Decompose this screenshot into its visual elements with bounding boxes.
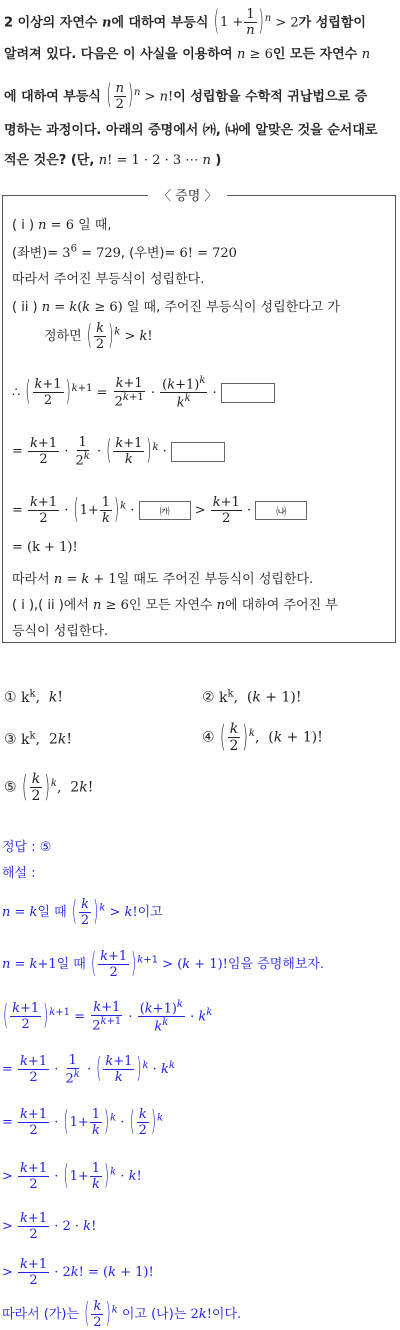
- solution-final: 따라서 (가)는 ( $\frac{k}{2}$ ) $^k$ 이고 (나)는 2k!이다.: [2, 1298, 242, 1330]
- choice-5[interactable]: ⑤ ( $\frac{k}{2}$ ) $^k$, 2k!: [4, 770, 94, 805]
- question-line-5: 적은 것은? (단, n! = 1 · 2 · 3 ⋯ n ): [4, 153, 222, 168]
- solution-line-1: n = k일 때 ( $\frac{k}{2}$ ) $^k$ > k!이고: [2, 896, 163, 929]
- question-line-4: 명하는 과정이다. 아래의 증명에서 ㈎, ㈏에 알맞은 것을 순서대로: [4, 123, 378, 138]
- solution-line-3: ( $\frac{k+1}{2}$ ) $^{k+1}$ = $\frac{k+1}{2^{k+1}}$ · $\frac{(k+1)^k}{k^k}$ · $k^k$: [3, 999, 213, 1035]
- question-text: [4, 4, 396, 176]
- proof-case-i: ( i ) n = 6 일 때,: [12, 218, 112, 233]
- solution-line-2: n = k+1일 때 ( $\frac{k+1}{2}$ ) $^{k+1}$ > (k + 1)!임을 증명해보자.: [2, 948, 325, 981]
- choice-1[interactable]: ① $k^k$, k!: [4, 688, 64, 706]
- blank-na: ㈏: [255, 501, 307, 520]
- blank-box-1: [221, 383, 275, 403]
- blank-box-2: [171, 442, 225, 462]
- solution-line-5: = $\frac{k+1}{2}$ · ( 1+ $\frac{1}{k}$ ) $^k$ · ( $\frac{k}{2}$ ) $^k$: [2, 1106, 164, 1139]
- choice-3[interactable]: ③ $k^k$, 2k!: [4, 730, 72, 748]
- question-line-3: 에 대하여 부등식 ( $\frac{n}{2}$ ) $^n$ > n!이 성립함을 수학적 귀납법으로 증: [4, 80, 368, 113]
- proof-k1-holds: 따라서 n = k + 1일 때도 주어진 부등식이 성립한다.: [12, 572, 314, 587]
- choice-2[interactable]: ② $k^k$, (k + 1)!: [202, 688, 302, 706]
- proof-conclusion: = (k + 1)!: [12, 540, 78, 555]
- proof-step-3: = $\frac{k+1}{2}$ · ( 1+ $\frac{1}{k}$ ) $^k$ · ㈎ > $\frac{k+1}{2}$ · ㈏: [12, 496, 307, 525]
- blank-ga: ㈎: [139, 501, 191, 520]
- proof-final-2: 등식이 성립한다.: [12, 624, 109, 639]
- proof-case-ii: ( ii ) n = k(k ≥ 6) 일 때, 주어진 부등식이 성립한다고 가: [12, 300, 340, 315]
- proof-lhs-rhs: (좌변)= $3^6 = 729$, (우변)= 6! = 720: [12, 243, 237, 261]
- choice-4[interactable]: ④ ( $\frac{k}{2}$ ) $^k$, (k + 1)!: [202, 720, 323, 755]
- solution-line-6: > $\frac{k+1}{2}$ · ( 1+ $\frac{1}{k}$ ) $^k$ · k!: [2, 1160, 142, 1193]
- solution-line-4: = $\frac{k+1}{2}$ · $\frac{1}{2^k}$ · ( $\frac{k+1}{k}$ ) $^k \cdot k^k$: [2, 1053, 175, 1087]
- proof-title: 〈 증명 〉: [148, 185, 227, 204]
- proof-step-2: = $\frac{k+1}{2}$ · $\frac{1}{2^k}$ · ( $\frac{k+1}{k}$ ) $^k$ ·: [12, 436, 225, 467]
- solution-line-7: > $\frac{k+1}{2}$ · 2 · k!: [2, 1211, 97, 1242]
- question-line-1: 2 이상의 자연수 n에 대하여 부등식 ( 1 + $\frac{1}{n}$ ) $^n$ > 2가 성립함이: [4, 6, 366, 39]
- proof-holds: 따라서 주어진 부등식이 성립한다.: [12, 272, 205, 287]
- proof-final-1: ( i ),( ii )에서 n ≥ 6인 모든 자연수 n에 대하여 주어진 부: [12, 598, 338, 613]
- answer-label: 정답 : ⑤: [2, 840, 52, 855]
- solution-line-8: > $\frac{k+1}{2}$ · 2k! = (k + 1)!: [2, 1257, 154, 1288]
- explain-label: 해설 :: [2, 866, 36, 881]
- proof-step-1: ∴ ( $\frac{k+1}{2}$ ) $^{k+1}$ = $\frac{k+1}{2^{k+1}}$ · $\frac{(k+1)^k}{k^k}$ ·: [12, 376, 275, 410]
- proof-assumption: 정하면 ( $\frac{k}{2}$ ) $^k$ > k!: [44, 320, 153, 353]
- question-line-2: 알려져 있다. 다음은 이 사실을 이용하여 n ≥ 6인 모든 자연수 n: [4, 47, 371, 62]
